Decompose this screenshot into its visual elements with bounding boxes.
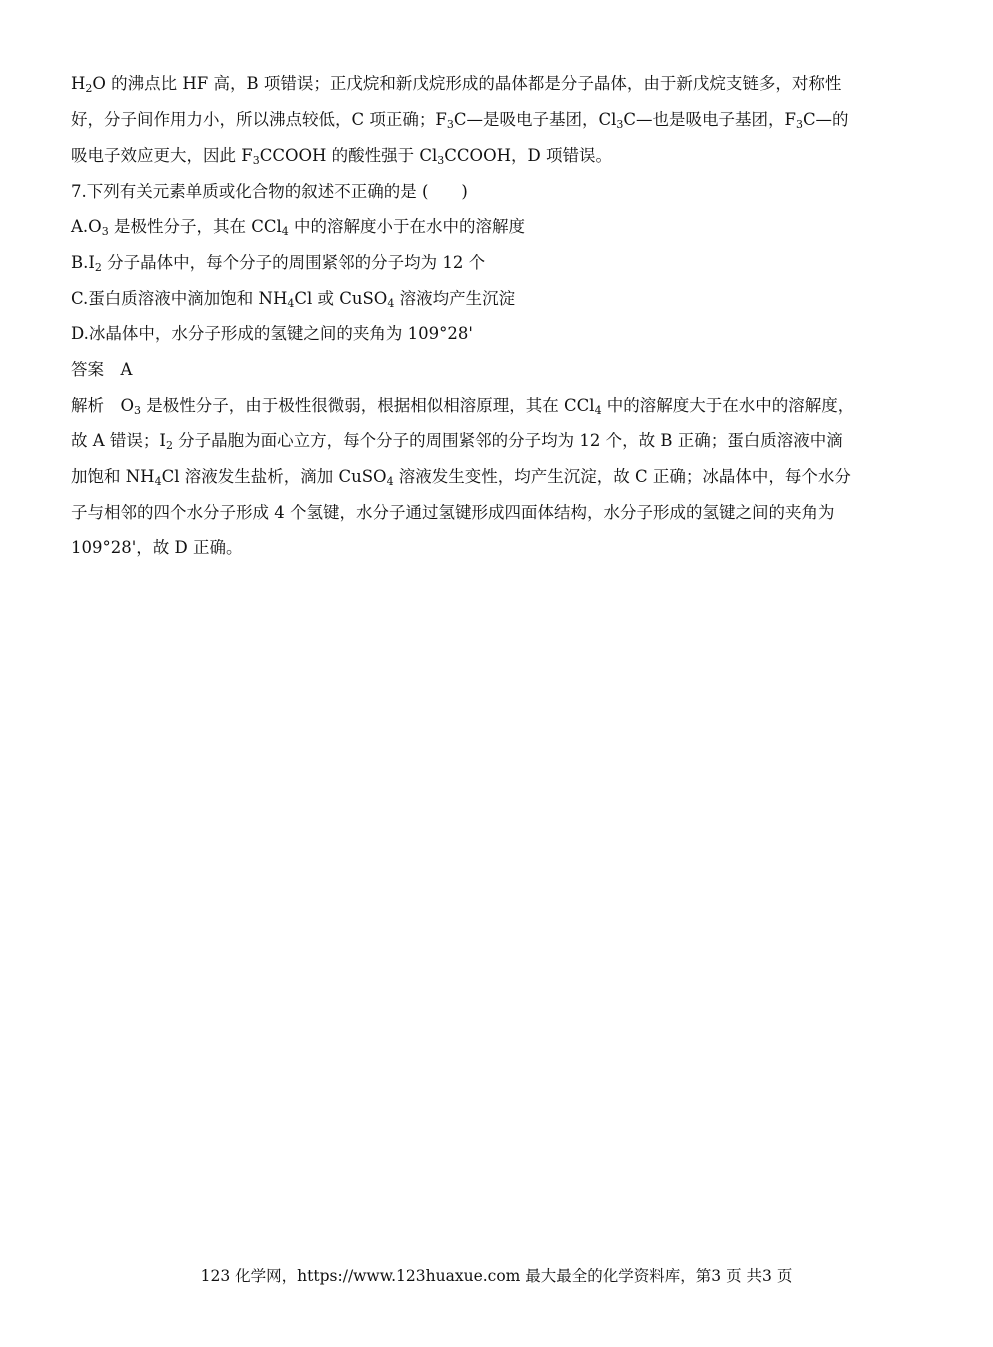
option-a: $A.O_3$ 是极性分子，其在 CCl$_4$ 中的溶解度小于在水中的溶解度 bbox=[71, 217, 525, 238]
explanation-line-2: 故 A 错误；$I_2$ 分子晶胞为面心立方，每个分子的周围紧邻的分子均为 12 个，故 B 正确；蛋白质溶液中滴 bbox=[71, 431, 843, 452]
option-b: $B.I_2$ 分子晶体中，每个分子的周围紧邻的分子均为 12 个 bbox=[71, 253, 486, 274]
prev-explanation-line-3: 吸电子效应更大，因此 $F_3CCOOH$ 的酸性强于 $Cl_3CCOOH$，D 项错误。 bbox=[71, 146, 612, 167]
explanation-line-3: 加饱和 $NH_4Cl$ 溶液发生盐析，滴加 CuSO$_4$ 溶液发生变性，均产生沉淀，故 C 正确；冰晶体中，每个水分 bbox=[71, 467, 851, 488]
prev-explanation-line-1: $H_2O$ 的沸点比 HF 高，B 项错误；正戊烷和新戊烷形成的晶体都是分子晶体，由于新戊烷支链多，对称性 bbox=[71, 74, 842, 95]
option-d: D.冰晶体中，水分子形成的氢键之间的夹角为 109°28' bbox=[71, 324, 473, 343]
prev-explanation-line-2: 好，分子间作用力小，所以沸点较低，C 项正确；$F_3C—$是吸电子基团，$Cl_3C—$也是吸电子基团，$F_3C—$的 bbox=[71, 110, 849, 131]
explanation-line-1: 解析 $O_3$ 是极性分子，由于极性很微弱，根据相似相溶原理，其在 CCl$_4$ 中的溶解度大于在水中的溶解度， bbox=[71, 396, 855, 417]
explanation-line-4: 子与相邻的四个水分子形成 4 个氢键，水分子通过氢键形成四面体结构，水分子形成的氢键之间的夹角为 bbox=[71, 503, 835, 522]
answer: 答案 A bbox=[71, 360, 133, 379]
option-c: C.蛋白质溶液中滴加饱和 $NH_4Cl$ 或 CuSO$_4$ 溶液均产生沉淀 bbox=[71, 289, 516, 310]
page-footer: 123 化学网，https://www.123huaxue.com 最大最全的化学资料库，第3 页 共3 页 bbox=[200, 1267, 793, 1285]
question-stem: 7.下列有关元素单质或化合物的叙述不正确的是 ( ) bbox=[71, 182, 468, 201]
explanation-line-5: 109°28'，故 D 正确。 bbox=[71, 538, 243, 557]
